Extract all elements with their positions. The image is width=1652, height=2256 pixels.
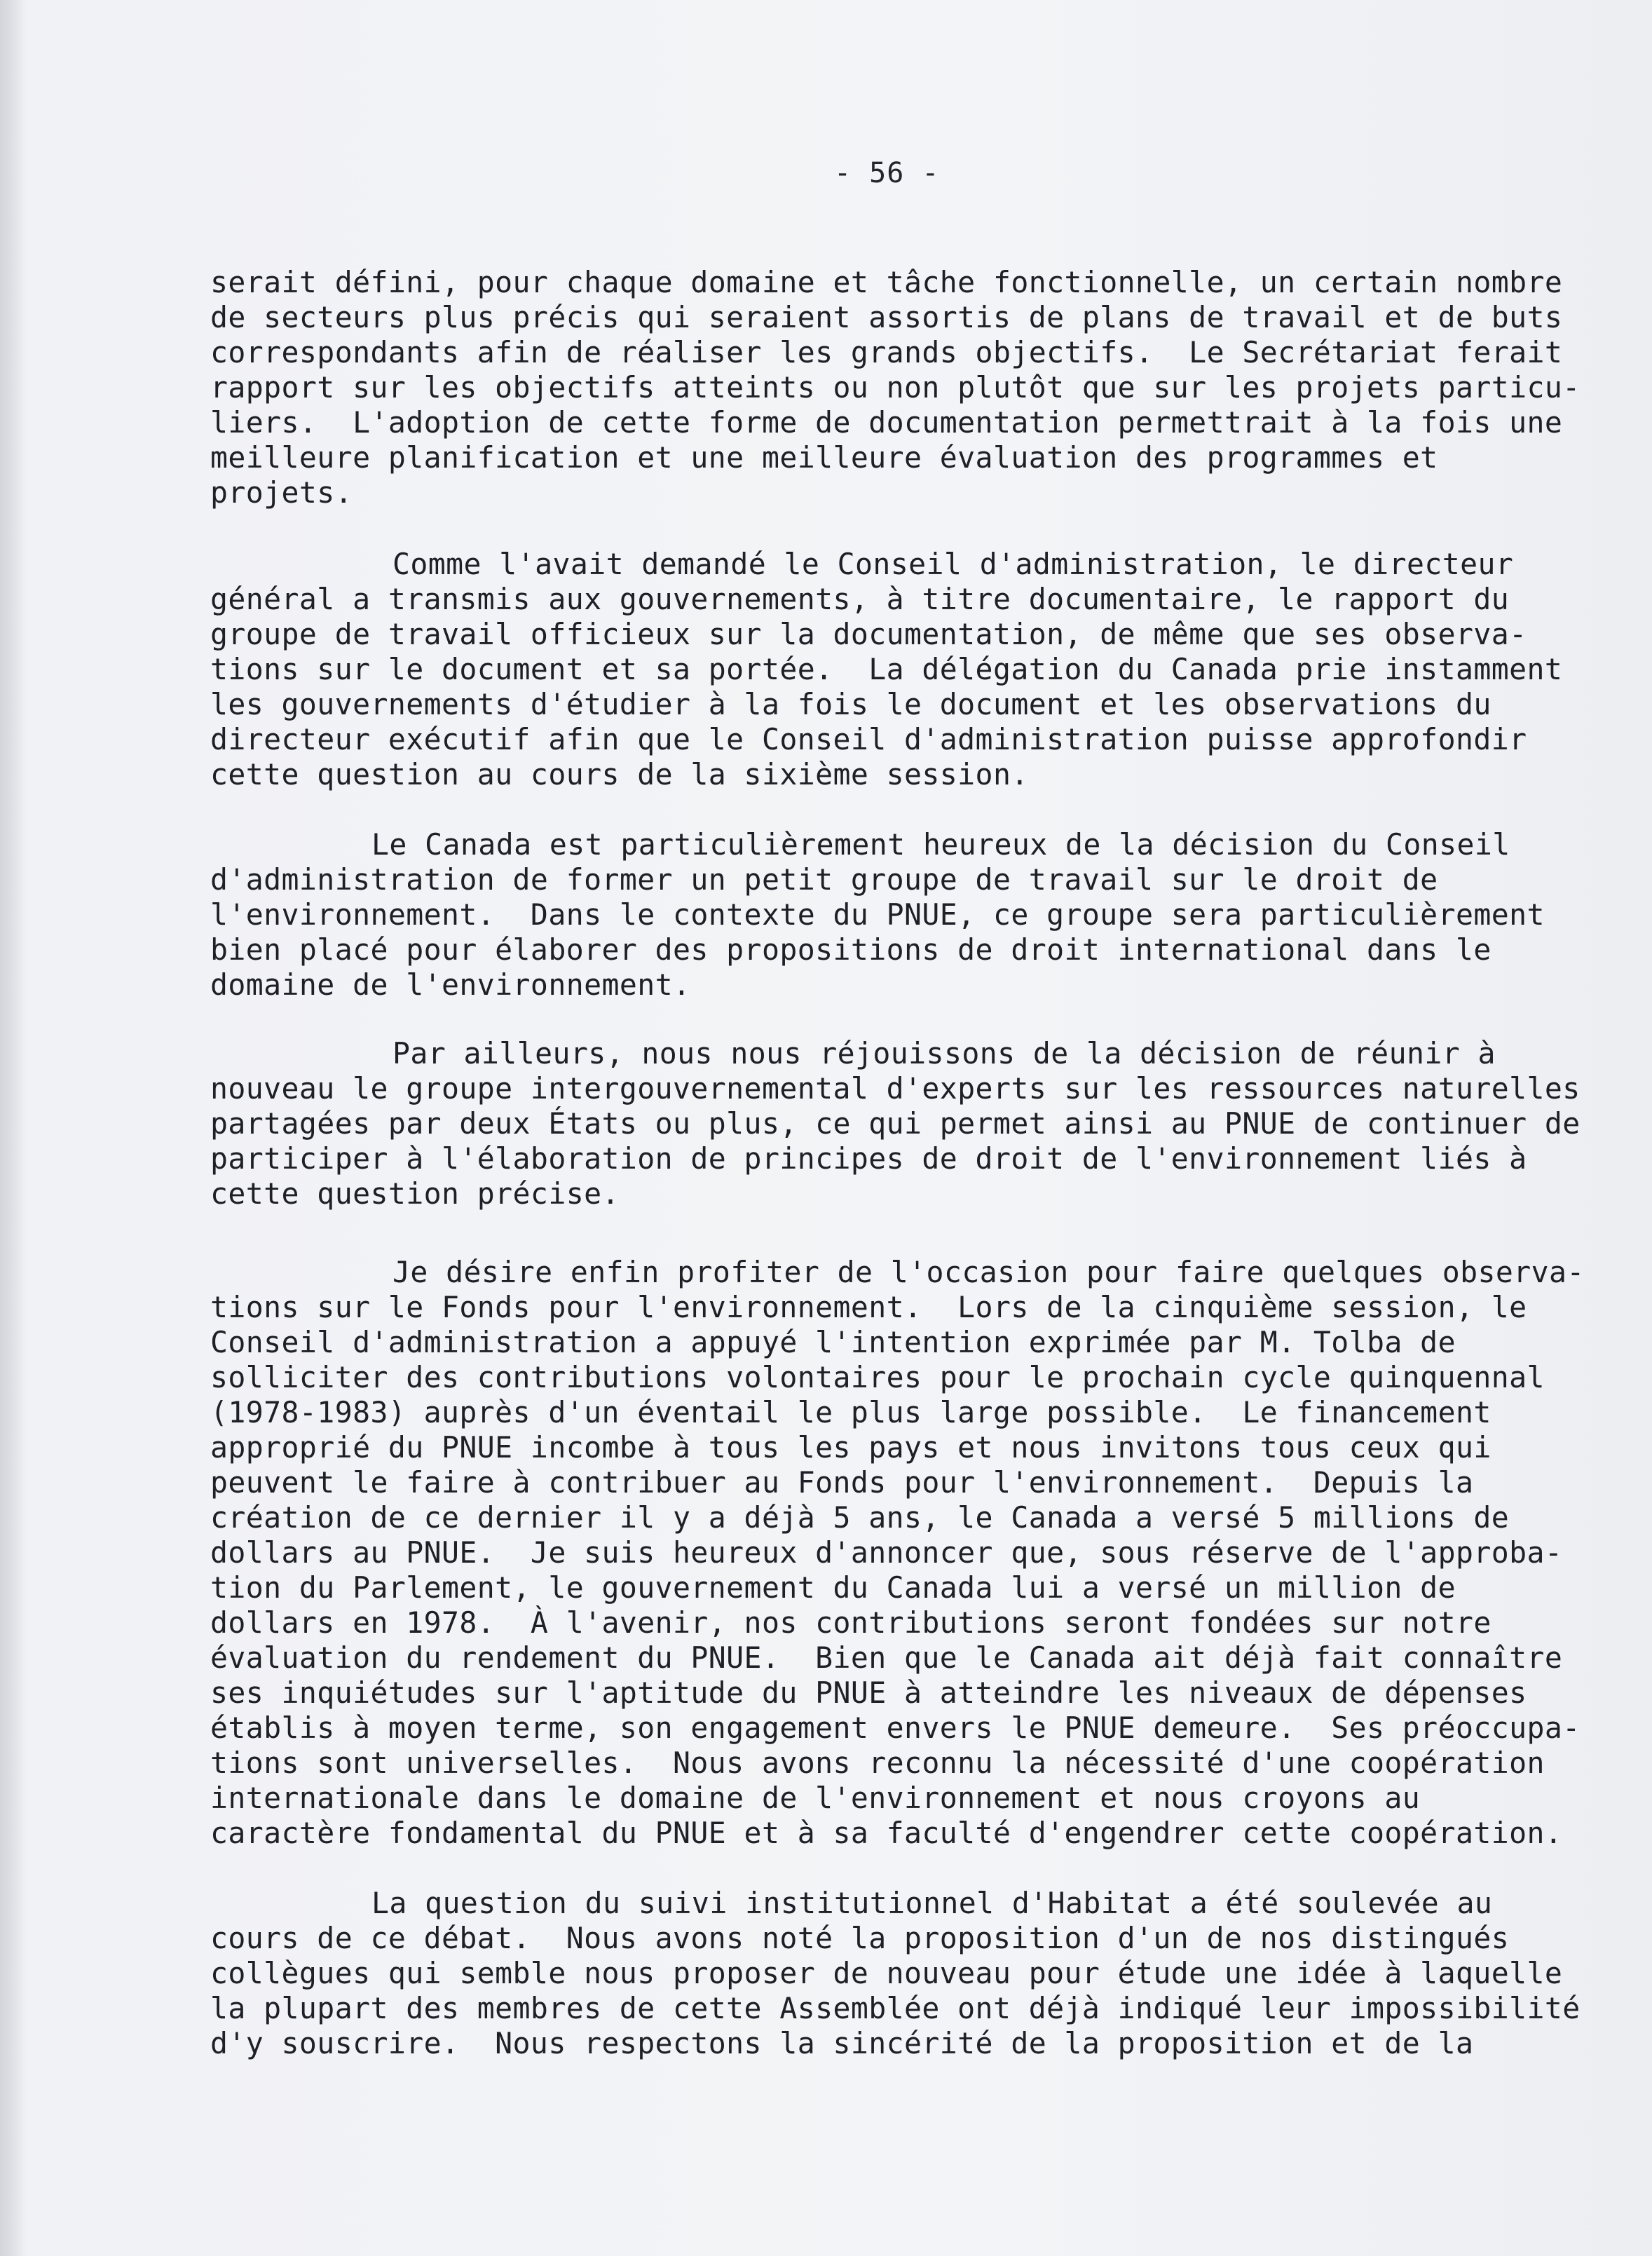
text-line: tions sur le document et sa portée. La délégation du Canada prie instamment	[210, 652, 1563, 686]
text-line: peuvent le faire à contribuer au Fonds pour l'environnement. Depuis la	[210, 1465, 1474, 1500]
text-line: ses inquiétudes sur l'aptitude du PNUE à atteindre les niveaux de dépenses	[210, 1676, 1527, 1710]
paragraph-1	[210, 265, 1584, 510]
text-line: tions sur le Fonds pour l'environnement. Lors de la cinquième session, le	[210, 1290, 1527, 1324]
text-line: général a transmis aux gouvernements, à titre documentaire, le rapport du	[210, 582, 1510, 616]
text-line: tions sont universelles. Nous avons reconnu la nécessité d'une coopération	[210, 1746, 1545, 1780]
text-line: projets.	[210, 475, 353, 510]
text-line: la plupart des membres de cette Assemblée ont déjà indiqué leur impossibilité	[210, 1991, 1581, 2025]
text-line: meilleure planification et une meilleure évaluation des programmes et	[210, 440, 1438, 475]
text-line: Le Canada est particulièrement heureux de la décision du Conseil	[371, 827, 1510, 862]
text-line: domaine de l'environnement.	[210, 967, 691, 1002]
text-line: Par ailleurs, nous nous réjouissons de la décision de réunir à	[392, 1036, 1496, 1071]
text-line: solliciter des contributions volontaires pour le prochain cycle quinquennal	[210, 1360, 1545, 1394]
page-number: - 56 -	[834, 157, 940, 189]
text-line: cette question précise.	[210, 1176, 620, 1211]
text-line: Conseil d'administration a appuyé l'intention exprimée par M. Tolba de	[210, 1325, 1456, 1359]
text-line: groupe de travail officieux sur la documentation, de même que ses observa-	[210, 617, 1527, 651]
text-line: approprié du PNUE incombe à tous les pays et nous invitons tous ceux qui	[210, 1430, 1491, 1465]
text-line: d'y souscrire. Nous respectons la sincérité de la proposition et de la	[210, 2026, 1474, 2060]
page-edge-shadow	[0, 0, 25, 2256]
paragraph-6	[210, 1886, 1584, 2061]
text-line: nouveau le groupe intergouvernemental d'experts sur les ressources naturelles	[210, 1071, 1581, 1106]
text-line: cours de ce débat. Nous avons noté la proposition d'un de nos distingués	[210, 1921, 1510, 1955]
text-line: La question du suivi institutionnel d'Habitat a été soulevée au	[371, 1886, 1493, 1920]
paragraph-3	[210, 827, 1584, 1003]
text-line: cette question au cours de la sixième session.	[210, 757, 1029, 791]
text-line: dollars au PNUE. Je suis heureux d'annoncer que, sous réserve de l'approba-	[210, 1535, 1563, 1570]
text-line: dollars en 1978. À l'avenir, nos contributions seront fondées sur notre	[210, 1605, 1491, 1640]
text-line: établis à moyen terme, son engagement envers le PNUE demeure. Ses préoccupa-	[210, 1711, 1581, 1745]
text-line: tion du Parlement, le gouvernement du Canada lui a versé un million de	[210, 1570, 1456, 1605]
text-line: bien placé pour élaborer des propositions de droit international dans le	[210, 932, 1491, 967]
text-line: collègues qui semble nous proposer de nouveau pour étude une idée à laquelle	[210, 1956, 1563, 1990]
text-line: directeur exécutif afin que le Conseil d'administration puisse approfondir	[210, 722, 1527, 756]
text-line: serait défini, pour chaque domaine et tâche fonctionnelle, un certain nombre	[210, 265, 1563, 299]
text-line: de secteurs plus précis qui seraient assortis de plans de travail et de buts	[210, 300, 1563, 334]
text-line: rapport sur les objectifs atteints ou non plutôt que sur les projets particu-	[210, 370, 1581, 405]
paragraph-2	[210, 547, 1584, 792]
text-line: (1978-1983) auprès d'un éventail le plus large possible. Le financement	[210, 1395, 1491, 1429]
text-line: Comme l'avait demandé le Conseil d'administration, le directeur	[392, 547, 1514, 581]
paragraph-5	[210, 1255, 1584, 1851]
text-line: correspondants afin de réaliser les grands objectifs. Le Secrétariat ferait	[210, 335, 1563, 369]
text-line: d'administration de former un petit groupe de travail sur le droit de	[210, 862, 1438, 897]
text-line: partagées par deux États ou plus, ce qui permet ainsi au PNUE de continuer de	[210, 1106, 1581, 1141]
paragraph-4	[210, 1036, 1584, 1211]
text-line: évaluation du rendement du PNUE. Bien que le Canada ait déjà fait connaître	[210, 1640, 1563, 1675]
text-line: création de ce dernier il y a déjà 5 ans, le Canada a versé 5 millions de	[210, 1500, 1510, 1535]
text-line: internationale dans le domaine de l'environnement et nous croyons au	[210, 1781, 1421, 1815]
text-line: liers. L'adoption de cette forme de documentation permettrait à la fois une	[210, 405, 1563, 440]
text-line: l'environnement. Dans le contexte du PNUE, ce groupe sera particulièrement	[210, 897, 1545, 932]
text-line: caractère fondamental du PNUE et à sa faculté d'engendrer cette coopération.	[210, 1816, 1563, 1850]
text-line: Je désire enfin profiter de l'occasion pour faire quelques observa-	[392, 1255, 1585, 1289]
text-line: participer à l'élaboration de principes de droit de l'environnement liés à	[210, 1141, 1527, 1176]
text-line: les gouvernements d'étudier à la fois le document et les observations du	[210, 687, 1491, 721]
